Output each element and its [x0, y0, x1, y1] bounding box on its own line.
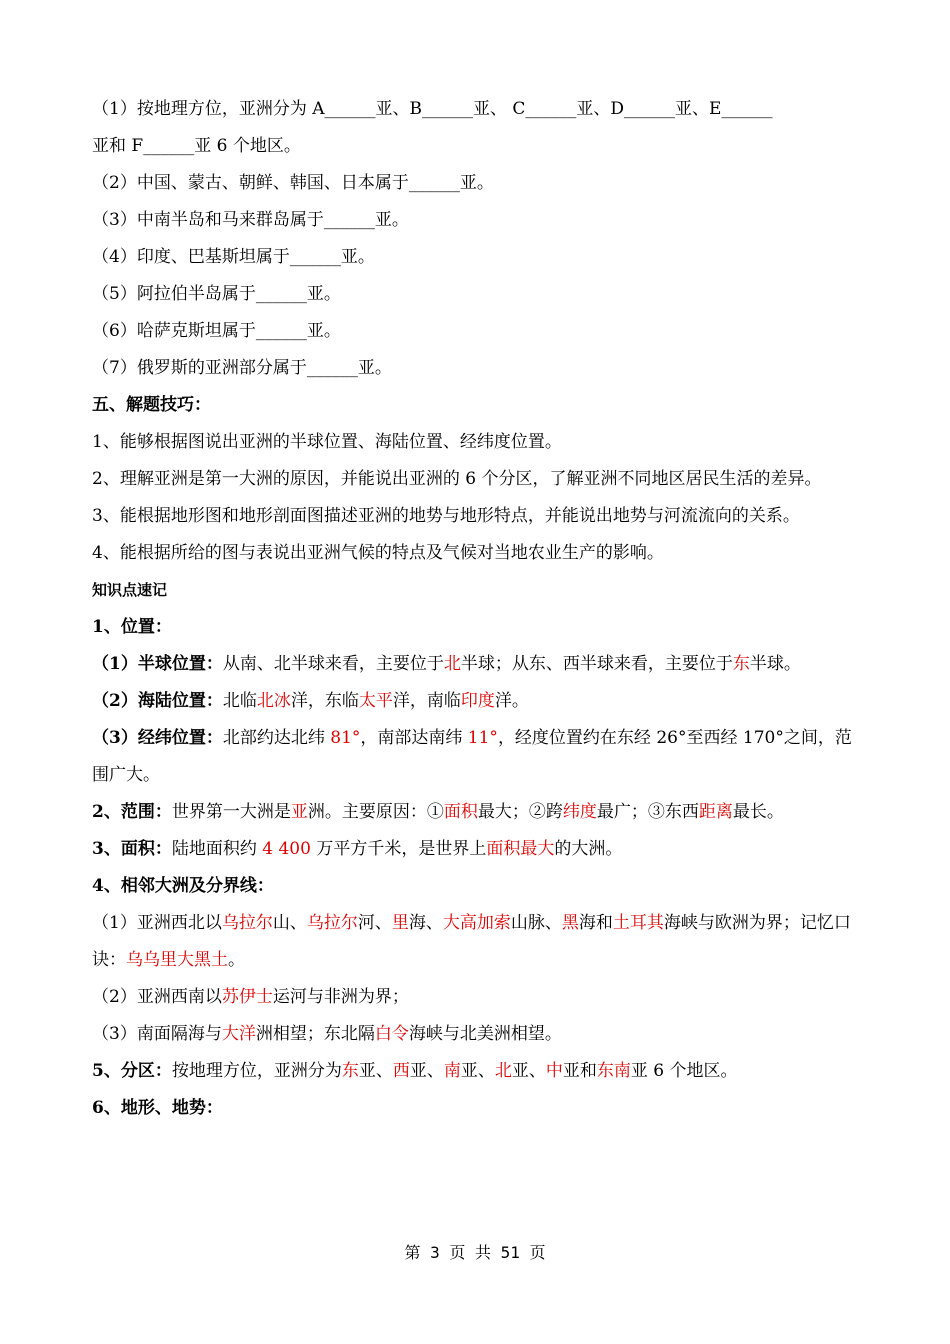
- section-2-range: [92, 794, 862, 831]
- text: 洋，东临: [290, 691, 359, 711]
- highlight: 距离: [698, 802, 733, 822]
- question-1-line-2: 亚和 F______亚 6 个地区。: [92, 136, 301, 156]
- tip-3: 3、能根据地形图和地形剖面图描述亚洲的地势与地形特点，并能说出地势与河流流向的关系。: [92, 506, 800, 526]
- text: （2）亚洲西南以: [92, 987, 222, 1007]
- text: 运河与非洲为界；: [272, 987, 409, 1007]
- land-sea-label: （2）海陆位置：: [92, 691, 223, 711]
- section-6-heading: 6、地形、地势：: [92, 1098, 223, 1118]
- text: 的大洲。: [554, 839, 623, 859]
- text: 半球；从东、西半球来看，主要位于: [460, 654, 733, 674]
- text: 最广；③东西: [596, 802, 699, 822]
- section-1-hemisphere: [92, 646, 862, 683]
- text: 亚、: [460, 1061, 495, 1081]
- text: 亚、: [511, 1061, 546, 1081]
- text: 海和: [578, 913, 613, 933]
- highlight: 北冰: [256, 691, 291, 711]
- highlight: 南: [443, 1061, 461, 1081]
- tips-heading: 五、解题技巧：: [92, 395, 211, 415]
- highlight: 北: [494, 1061, 512, 1081]
- section-4-heading: 4、相邻大洲及分界线：: [92, 876, 274, 896]
- text: 洲。主要原因：①: [307, 802, 444, 822]
- highlight: 81°: [330, 728, 361, 748]
- page-footer: 第 3 页 共 51 页: [404, 1243, 546, 1262]
- question-2: （2）中国、蒙古、朝鲜、韩国、日本属于______亚。: [92, 173, 494, 193]
- text: 山、: [272, 913, 307, 933]
- section-1-lat-lon: [92, 720, 862, 794]
- highlight: 乌乌里大黑土: [126, 950, 228, 970]
- section-5-regions: [92, 1053, 862, 1090]
- text: （3）南面隔海与: [92, 1024, 222, 1044]
- text: 山脉、: [510, 913, 562, 933]
- highlight: 面积: [443, 802, 478, 822]
- text: 洲相望；东北隔: [255, 1024, 375, 1044]
- text: 北部约达北纬: [222, 728, 331, 748]
- text: 北临: [222, 691, 257, 711]
- text: 陆地面积约: [171, 839, 263, 859]
- highlight: 4 400: [262, 839, 311, 859]
- highlight: 乌拉尔: [306, 913, 358, 933]
- question-7: （7）俄罗斯的亚洲部分属于______亚。: [92, 358, 392, 378]
- document-body: [92, 91, 862, 1127]
- highlight: 东: [732, 654, 750, 674]
- question-1-line-1: （1）按地理方位，亚洲分为 A______亚、B______亚、 C______亚、D______亚、E______: [92, 99, 773, 119]
- highlight: 中: [545, 1061, 563, 1081]
- text: 海峡与北美洲相望。: [408, 1024, 562, 1044]
- highlight: 印度: [460, 691, 495, 711]
- text: 洋，南临: [392, 691, 461, 711]
- section-4-south-northeast: [92, 1016, 862, 1053]
- text: 河、: [357, 913, 392, 933]
- text: 按地理方位，亚洲分为: [171, 1061, 342, 1081]
- highlight: 土耳其: [612, 913, 664, 933]
- highlight: 东南: [596, 1061, 631, 1081]
- text: 洋。: [494, 691, 529, 711]
- highlight: 大洋: [221, 1024, 256, 1044]
- highlight: 面积最大: [486, 839, 555, 859]
- text: ，经度位置约在东经 26°至西经 170°之间，范围广大。: [92, 728, 852, 785]
- highlight: 亚: [290, 802, 308, 822]
- tip-4: 4、能根据所给的图与表说出亚洲气候的特点及气候对当地农业生产的影响。: [92, 543, 664, 563]
- hemisphere-label: （1）半球位置：: [92, 654, 223, 674]
- lat-lon-label: （3）经纬位置：: [92, 728, 223, 748]
- text: 亚、: [358, 1061, 393, 1081]
- regions-label: 5、分区：: [92, 1061, 172, 1081]
- highlight: 苏伊士: [221, 987, 273, 1007]
- tip-1: 1、能够根据图说出亚洲的半球位置、海陆位置、经纬度位置。: [92, 432, 562, 452]
- highlight: 西: [392, 1061, 410, 1081]
- text: 万平方千米，是世界上: [310, 839, 487, 859]
- tip-2: 2、理解亚洲是第一大洲的原因，并能说出亚洲的 6 个分区，了解亚洲不同地区居民生活的差异。: [92, 469, 822, 489]
- section-4-northwest: [92, 905, 862, 979]
- highlight: 太平: [358, 691, 393, 711]
- highlight: 北: [443, 654, 461, 674]
- text: 海峡与欧洲为界；记忆口诀：: [92, 913, 851, 970]
- highlight: 黑: [561, 913, 579, 933]
- text: 半球。: [749, 654, 801, 674]
- highlight: 11°: [467, 728, 498, 748]
- highlight: 东: [341, 1061, 359, 1081]
- question-4: （4）印度、巴基斯坦属于______亚。: [92, 247, 375, 267]
- section-1-land-sea: [92, 683, 862, 720]
- highlight: 纬度: [562, 802, 597, 822]
- text: 从南、北半球来看，主要位于: [222, 654, 444, 674]
- text: 亚和: [562, 1061, 597, 1081]
- text: 亚 6 个地区。: [630, 1061, 738, 1081]
- section-4-southwest: [92, 979, 862, 1016]
- knowledge-title: 知识点速记: [92, 581, 168, 599]
- range-label: 2、范围：: [92, 802, 172, 822]
- highlight: 大高加索: [442, 913, 511, 933]
- text: 最大；②跨: [477, 802, 563, 822]
- highlight: 白令: [374, 1024, 409, 1044]
- text: 。: [228, 950, 245, 970]
- question-6: （6）哈萨克斯坦属于______亚。: [92, 321, 341, 341]
- text: ，南部达南纬: [360, 728, 468, 748]
- section-1-heading: 1、位置：: [92, 617, 172, 637]
- section-3-area: [92, 831, 862, 868]
- area-label: 3、面积：: [92, 839, 172, 859]
- text: 世界第一大洲是: [171, 802, 291, 822]
- text: 亚、: [409, 1061, 444, 1081]
- text: 最长。: [732, 802, 784, 822]
- text: 海、: [408, 913, 443, 933]
- question-5: （5）阿拉伯半岛属于______亚。: [92, 284, 341, 304]
- highlight: 乌拉尔: [221, 913, 273, 933]
- highlight: 里: [391, 913, 409, 933]
- text: （1）亚洲西北以: [92, 913, 222, 933]
- question-3: （3）中南半岛和马来群岛属于______亚。: [92, 210, 409, 230]
